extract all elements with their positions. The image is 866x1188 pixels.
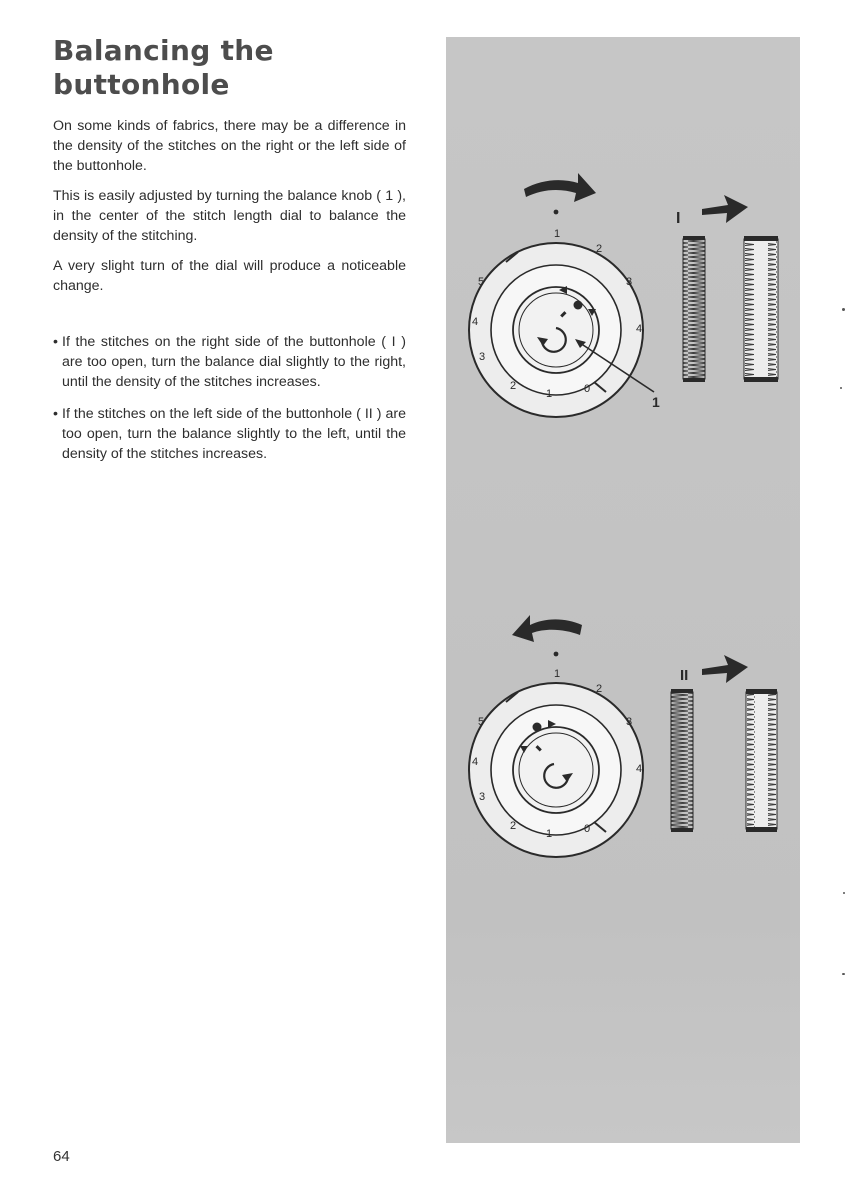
scan-speck — [843, 892, 845, 894]
dial-label: 0 — [584, 823, 591, 835]
buttonhole-open-stitch — [683, 236, 705, 382]
balance-knob-icon — [513, 287, 599, 373]
direction-arrow-icon — [702, 655, 748, 683]
list-item — [53, 404, 406, 464]
paragraph-intro: On some kinds of fabrics, there may be a difference in the density of the stitches on the right or the left side of the buttonhole. — [53, 118, 406, 174]
bullet-icon: • — [53, 334, 58, 350]
buttonhole-label-i: I — [676, 210, 681, 227]
page-number: 64 — [53, 1148, 70, 1165]
scan-speck — [842, 973, 845, 975]
buttonhole-label-ii: II — [680, 667, 689, 684]
page-title — [53, 34, 413, 102]
dial-label: 1 — [546, 388, 553, 400]
dial-label: 2 — [596, 683, 603, 695]
title-line-2: buttonhole — [53, 68, 230, 101]
paragraph-slight-turn: A very slight turn of the dial will produce a noticeable change. — [53, 258, 406, 294]
dial-label: 3 — [479, 351, 486, 363]
bottom-figure — [469, 615, 777, 857]
dial-label: 5 — [478, 276, 485, 288]
scan-speck — [842, 308, 845, 311]
indicator-dot-icon — [554, 210, 559, 215]
dial-label: 5 — [478, 716, 485, 728]
buttonhole-open-stitch — [671, 689, 693, 832]
illustration-panel — [446, 37, 800, 1143]
balance-knob-icon — [513, 727, 599, 813]
dial-label: 3 — [626, 716, 633, 728]
turn-left-arrow-icon — [512, 615, 582, 642]
indicator-dot-icon — [554, 652, 559, 657]
dial-label: 2 — [596, 243, 603, 255]
top-figure — [469, 173, 778, 417]
list-item — [53, 332, 406, 392]
direction-arrow-icon — [702, 195, 748, 223]
bullet-left-side: If the stitches on the left side of the buttonhole ( II ) are too open, turn the balance slightly to the left, until the density of the stitches increases. — [62, 406, 406, 462]
dial-label: 3 — [626, 276, 633, 288]
bullet-icon: • — [53, 406, 58, 422]
illustration — [446, 37, 800, 1143]
turn-right-arrow-icon — [524, 173, 596, 202]
callout-number: 1 — [652, 394, 660, 410]
dial-label: 3 — [479, 791, 486, 803]
dial-label: 0 — [584, 383, 591, 395]
dial-label: 1 — [554, 668, 561, 680]
dial-label: 1 — [546, 828, 553, 840]
body-text — [53, 116, 406, 476]
buttonhole-balanced-stitch — [746, 689, 777, 832]
paragraph-balance-knob: This is easily adjusted by turning the balance knob ( 1 ), in the center of the stitch length dial to balance the density of the stitching. — [53, 188, 406, 244]
buttonhole-balanced-stitch — [744, 236, 778, 382]
bullet-right-side: If the stitches on the right side of the buttonhole ( I ) are too open, turn the balance dial slightly to the right, until the density of the stitches increases. — [62, 334, 406, 390]
title-line-1: Balancing the — [53, 34, 274, 67]
dial-label: 2 — [510, 820, 517, 832]
dial-label: 4 — [472, 756, 479, 768]
dial-label: 2 — [510, 380, 517, 392]
dial-label: 4 — [472, 316, 479, 328]
dial-label: 1 — [554, 228, 561, 240]
dial-label: 4 — [636, 323, 643, 335]
scan-speck — [840, 387, 842, 389]
dial-label: 4 — [636, 763, 643, 775]
